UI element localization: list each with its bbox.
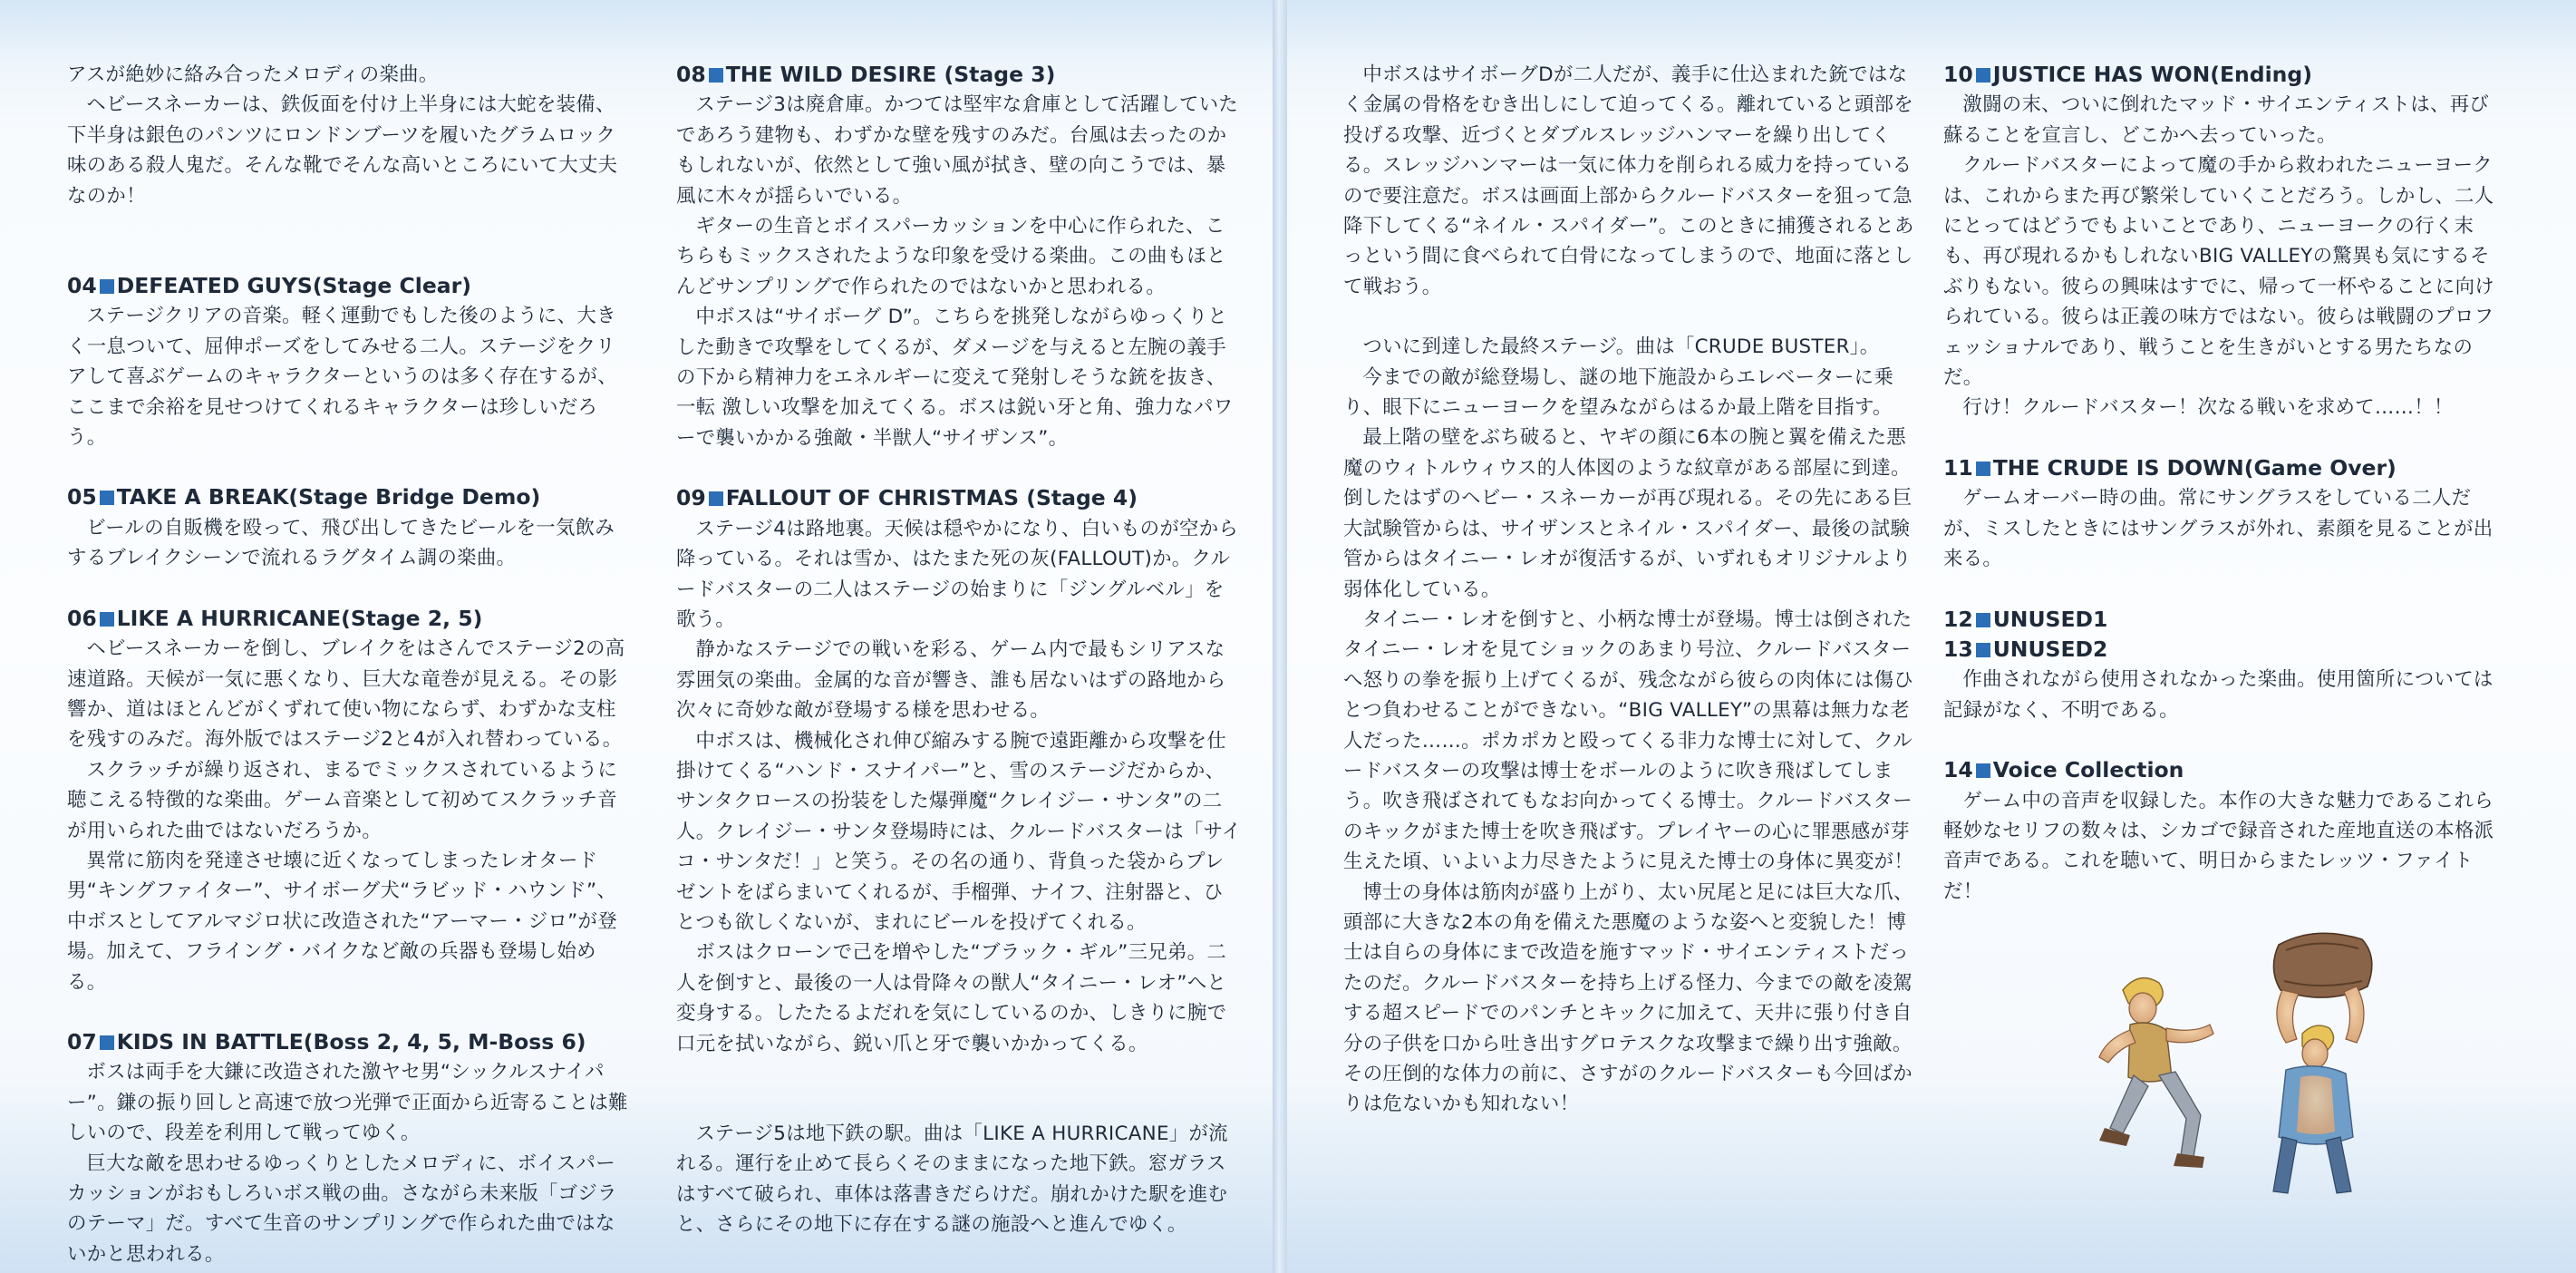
stage5-paragraph: ステージ5は地下鉄の駅。曲は「LIKE A HURRICANE」が流れる。運行を止めて長らくそのままになった地下鉄。窓ガラスはすべて破られ、車体は落書きだらけだ。崩れかけた駅を進むと、さらにその地下に存在する謎の施設へと進んでゆく。 xyxy=(676,1122,1228,1237)
track-description: ボスはクローンで己を増やした“ブラック・ギル”三兄弟。二人を倒すと、最後の一人は骨降々の獣人“タイニー・レオ”へと変身する。したたるよだれを気にしているのか、しきりに腕で口元を拭いながら、鋭い爪と牙で襲いかかってくる。 xyxy=(676,941,1227,1055)
blue-square-icon xyxy=(1976,763,1990,778)
track-description: 行け！クルードバスター！次なる戦いを求めて……！！ xyxy=(1962,396,2454,420)
track-heading-06: 06 LIKE A HURRICANE(Stage 2, 5) xyxy=(67,605,483,631)
blue-square-icon xyxy=(1976,643,1990,657)
track-description: ギターの生音とボイスパーカッションを中心に作られた、こちらもミックスされたような印象を受ける楽曲。この曲もほとんどサンプリングで作られたのではないかと思われる。 xyxy=(676,215,1226,298)
blue-square-icon xyxy=(1976,613,1990,627)
track-heading-10: 10 JUSTICE HAS WON(Ending) xyxy=(1943,62,2312,87)
track-description: 中ボスは、機械化され伸び縮みする腕で遠距離から攻撃を仕掛けてくる“ハンド・スナイパー”と、雪のステージだからか、サンタクロースの扮装をした爆弾魔“クレイジー・サンタ”の二人。クレイジー・サンタ登場時には、クルードバスターは「サイコ・サンタだ！」と笑う。その名の通り、背負った袋からプレゼントをばらまいてくれるが、手榴弾、ナイフ、注射器と、ひとつも欲しくないが、まれにビールを投げてくれる。 xyxy=(676,729,1242,934)
track-description: ヘビースネーカーを倒し、ブレイクをはさんでステージ2の高速道路。天候が一気に悪くなり、巨大な竜巻が見える。その影響か、道はほとんどがくずれて使い物にならず、わずかな支柱を残すのみだ。海外版ではステージ2と4が入れ替わっている。 xyxy=(67,637,625,752)
track-heading-04: 04 DEFEATED GUYS(Stage Clear) xyxy=(67,273,471,299)
column-4 xyxy=(1943,60,2507,907)
track-description: 異常に筋肉を発達させ壊に近くなってしまったレオタード男“キングファイター”、サイボーグ犬“ラビッド・ハウンド”、中ボスとしてアルマジロ状に改造された“アーマー・ジロ”が登場。加えて、フライング・バイクなど敵の兵器も登場し始める。 xyxy=(67,849,617,994)
blue-square-icon xyxy=(1976,462,1990,476)
track-description: スクラッチが繰り返され、まるでミックスされているように聴こえる特徴的な楽曲。ゲーム音楽として初めてスクラッチ音が用いられた曲ではないだろうか。 xyxy=(67,758,618,842)
right-fighter-figure xyxy=(2273,933,2372,1193)
binding-gutter xyxy=(1273,0,1287,1273)
track-heading-12: 12 UNUSED1 xyxy=(1943,606,2108,632)
left-fighter-figure xyxy=(2099,978,2213,1168)
column-1 xyxy=(67,60,633,1269)
right-page xyxy=(1287,0,2576,1273)
track-heading-07: 07 KIDS IN BATTLE(Boss 2, 4, 5, M-Boss 6) xyxy=(67,1028,586,1054)
intro-paragraph: ヘビースネーカーは、鉄仮面を付け上半身には大蛇を装備、下半身は銀色のパンツにロンドンブーツを履いたグラムロック味のある殺人鬼だ。そんな靴でそんな高いところにいて大丈夫なのか！ xyxy=(67,93,618,208)
track-heading-14: 14 Voice Collection xyxy=(1943,757,2184,783)
track-description: ゲームオーバー時の曲。常にサングラスをしている二人だが、ミスしたときにはサングラスが外れ、素顔を見ることが出来る。 xyxy=(1943,487,2494,571)
track-heading-11: 11 THE CRUDE IS DOWN(Game Over) xyxy=(1943,454,2397,481)
column-2 xyxy=(676,60,1242,1240)
track-description: 作曲されながら使用されなかった楽曲。使用箇所については記録がなく、不明である。 xyxy=(1943,668,2494,722)
two-brawlers-illustration xyxy=(2068,927,2404,1199)
final-stage-paragraph: 最上階の壁をぶち破ると、ヤギの顔に6本の腕と翼を備えた悪魔のウィトルウィウス的人体図のような紋章がある部屋に到達。倒したはずのヘビー・スネーカーが再び現れる。その先にある巨大試験管からは、サイザンスとネイル・スパイダー、最後の試験管からはタイニー・レオが復活するが、いずれもオリジナルより弱体化している。 xyxy=(1343,426,1913,601)
track-description: ゲーム中の音声を収録した。本作の大きな魅力であるこれら軽妙なセリフの数々は、シカゴで録音された産地直送の本格派音声である。これを聴いて、明日からまたレッツ・ファイトだ！ xyxy=(1943,789,2494,903)
track-description: 中ボスは“サイボーグ D”。こちらを挑発しながらゆっくりとした動きで攻撃をしてくるが、ダメージを与えると左腕の義手の下から精神力をエネルギーに変えて発射しそうな銃を抜き、一転 激しい攻撃を加えてくる。ボスは鋭い牙と角、強力なパワーで襲いかかる強敵・半獣人“サイザンス”。 xyxy=(676,306,1234,450)
midboss-paragraph: 中ボスはサイボーグDが二人だが、義手に仕込まれた銃ではなく金属の骨格をむき出しにして迫ってくる。離れていると頭部を投げる攻撃、近づくとダブルスレッジハンマーを繰り出してくる。スレッジハンマーは一気に体力を削られる威力を持っているので要注意だ。ボスは画面上部からクルードバスターを狙って急降下してくる“ネイル・スパイダー”。このときに捕獲されるとあっという間に食べられて白骨になってしまうので、地面に落として戦おう。 xyxy=(1343,63,1914,298)
track-description: ステージクリアの音楽。軽く運動でもした後のように、大きく一息ついて、屈伸ポーズをしてみせる二人。ステージをクリアして喜ぶゲームのキャラクターというのは多く存在するが、ここまで余裕を見せつけてくれるキャラクターは珍しいだろう。 xyxy=(67,305,617,450)
final-stage-paragraph: 博士の身体は筋肉が盛り上がり、太い尻尾と足には巨大な爪、頭部に大きな2本の角を備えた悪魔のような姿へと変貌した！博士は自らの身体にまで改造を施すマッド・サイエンティストだったのだ。クルードバスターを持ち上げる怪力、今までの敵を凌駕する超スピードでのパンチとキックに加えて、天井に張り付き自分の子供を口から吐き出すグロテスクな攻撃まで繰り出す強敵。その圧倒的な体力の前に、さすがのクルードバスターも今回ばかりは危ないかも知れない！ xyxy=(1343,880,1913,1116)
track-description: クルードバスターによって魔の手から救われたニューヨークは、これからまた再び繁栄していくことだろう。しかし、二人にとってはどうでもよいことであり、ニューヨークの行く末も、再び現れるかもしれないBIG VALLEYの驚異も気にするそぶりもない。彼らの興味はすでに、帰って一杯やることに向けられている。彼らは正義の味方ではない。彼らは戦闘のプロフェッショナルであり、戦うことを生きがいとする男たちなのだ。 xyxy=(1943,154,2494,390)
track-description: 巨大な敵を思わせるゆっくりとしたメロディに、ボイスパーカッションがおもしろいボス戦の曲。さながら未来版「ゴジラのテーマ」だ。すべて生音のサンプリングで作られた曲ではないかと思われる。 xyxy=(67,1152,617,1266)
track-heading-08: 08 THE WILD DESIRE (Stage 3) xyxy=(676,62,1056,87)
left-page xyxy=(0,0,1273,1273)
final-stage-paragraph: タイニー・レオを倒すと、小柄な博士が登場。博士は倒されたタイニー・レオを見てショックのあまり号泣、クルードバスターへ怒りの拳を振り上げてくるが、残念ながら彼らの肉体には傷ひとつ負わせることができない。“BIG VALLEY”の黒幕は無力な老人だった……。ポカポカと殴ってくる非力な博士に対して、クルードバスターの攻撃は博士をボールのように吹き飛ばしてしまう。吹き飛ばされてもなお向かってくる博士。クルードバスターのキックがまた博士を吹き飛ばす。プレイヤーの心に罪悪感が芽生えた頃、いよいよ力尽きたように見えた博士の身体に異変が！ xyxy=(1343,607,1914,874)
track-description: ボスは両手を大鎌に改造された激ヤセ男“シックルスナイパー”。鎌の振り回しと高速で放つ光弾で正面から近寄ることは難しいので、段差を利用して戦ってゆく。 xyxy=(67,1061,628,1145)
blue-square-icon xyxy=(100,612,114,627)
blue-square-icon xyxy=(1976,68,1990,83)
track-description: ビールの自販機を殴って、飛び出してきたビールを一気飲みするブレイクシーンで流れるラグタイム調の楽曲。 xyxy=(67,516,615,570)
blue-square-icon xyxy=(709,68,723,83)
blue-square-icon xyxy=(709,491,723,506)
track-description: 静かなステージでの戦いを彩る、ゲーム内で最もシリアスな雰囲気の楽曲。金属的な音が響き、誰も居ないはずの路地から次々に奇妙な敵が登場する様を思わせる。 xyxy=(676,638,1226,723)
final-stage-paragraph: ついに到達した最終ステージ。曲は「CRUDE BUSTER」。 xyxy=(1362,335,1880,359)
track-description: ステージ4は路地裏。天候は穏やかになり、白いものが空から降っている。それは雪か、はたまた死の灰(FALLOUT)か。クルードバスターの二人はステージの始まりに「ジングルベル」を歌う。 xyxy=(676,517,1239,631)
column-3 xyxy=(1343,60,1914,1120)
track-description: 激闘の末、ついに倒れたマッド・サイエンティストは、再び蘇ることを宣言し、どこかへ去っていった。 xyxy=(1943,93,2490,147)
blue-square-icon xyxy=(100,1035,114,1050)
final-stage-paragraph: 今までの敵が総登場し、謎の地下施設からエレベーターに乗り、眼下にニューヨークを望みながらはるか最上階を目指す。 xyxy=(1343,365,1894,420)
track-heading-13: 13 UNUSED2 xyxy=(1943,636,2108,662)
track-description: ステージ3は廃倉庫。かつては堅牢な倉庫として活躍していたであろう建物も、わずかな壁を残すのみだ。台風は去ったのかもしれないが、依然として強い風が拭き、壁の向こうでは、暴風に木々が揺らいでいる。 xyxy=(676,93,1239,208)
track-heading-09: 09 FALLOUT OF CHRISTMAS (Stage 4) xyxy=(676,485,1138,511)
blue-square-icon xyxy=(100,279,114,294)
blue-square-icon xyxy=(100,491,114,505)
track-heading-05: 05 TAKE A BREAK(Stage Bridge Demo) xyxy=(67,484,541,510)
intro-paragraph: アスが絶妙に絡み合ったメロディの楽曲。 xyxy=(67,63,439,86)
